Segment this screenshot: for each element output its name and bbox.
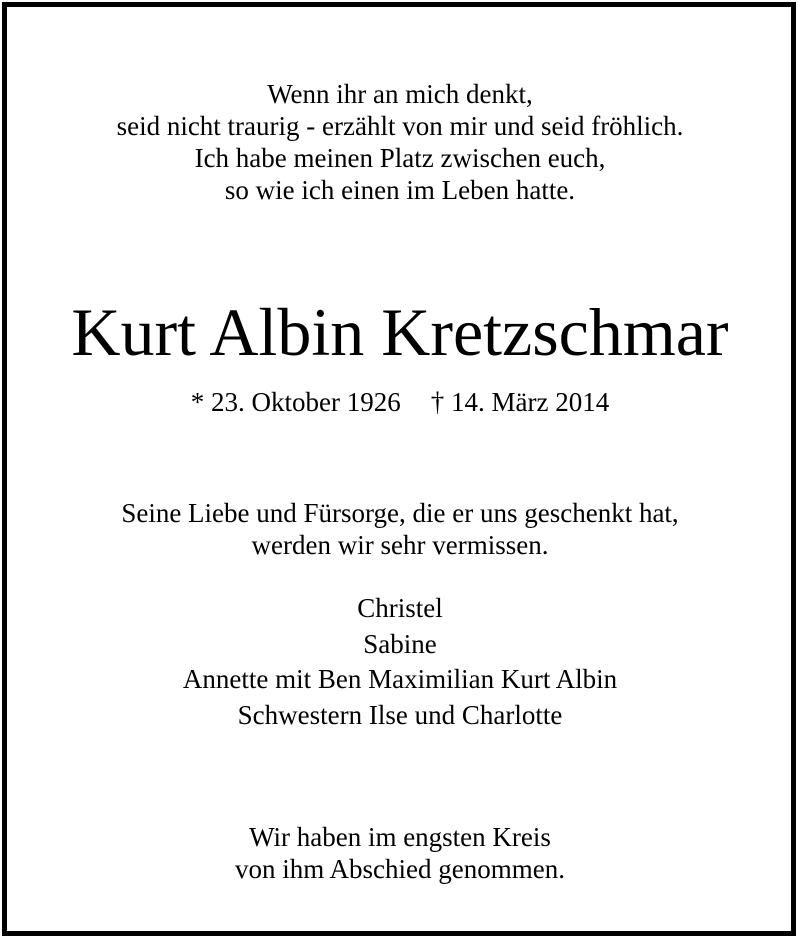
farewell-line: von ihm Abschied genommen. [235,854,565,884]
tribute-line: werden wir sehr vermissen. [251,530,549,560]
tribute-block [0,497,800,561]
birth-date: * 23. Oktober 1926 [190,387,401,417]
poem-line: seid nicht traurig - erzählt von mir und seid fröhlich. [116,111,684,141]
family-member: Christel [357,593,443,623]
family-list [0,591,800,733]
family-member: Schwestern Ilse und Charlotte [237,699,563,730]
farewell-line: Wir haben im engsten Kreis [249,822,551,852]
family-member: Annette mit Ben Maximilian Kurt Albin [182,664,618,694]
family-member: Sabine [363,628,437,659]
life-dates [0,385,800,419]
deceased-name: Kurt Albin Kretzschmar [71,294,729,370]
poem-line: so wie ich einen im Leben hatte. [224,175,576,205]
death-date: † 14. März 2014 [430,387,610,417]
poem-line: Wenn ihr an mich denkt, [267,79,533,109]
farewell-note [0,821,800,885]
tribute-line: Seine Liebe und Fürsorge, die er uns geschenkt hat, [121,498,679,528]
poem-line: Ich habe meinen Platz zwischen euch, [194,143,606,173]
poem-block [0,78,800,206]
